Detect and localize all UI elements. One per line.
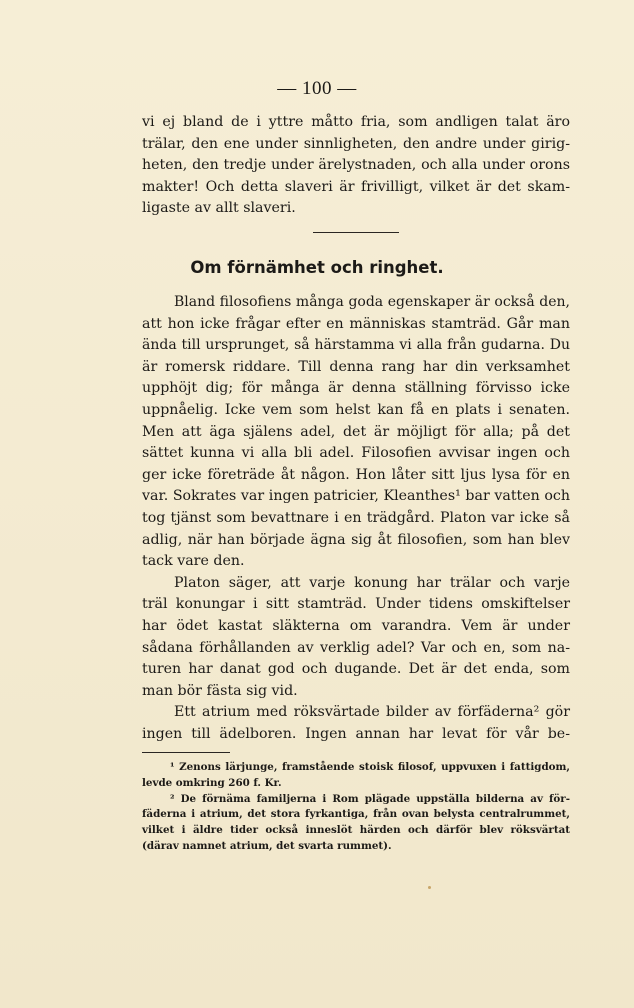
footnotes bbox=[142, 760, 570, 855]
section-body bbox=[142, 292, 570, 745]
text-line: man bör fästa sig vid. bbox=[142, 682, 298, 699]
text-line: ingen till ädelboren. Ingen annan har levat för vår be- bbox=[142, 725, 570, 742]
section-divider bbox=[313, 232, 399, 233]
footnote-line: fäderna i atrium, det stora fyrkantiga, från ovan belysta centralrummet, bbox=[142, 808, 570, 821]
text-line: att hon icke frågar efter en människas stamträd. Går man bbox=[142, 315, 570, 332]
text-line: trälar, den ene under sinnligheten, den andre under girig- bbox=[142, 135, 570, 152]
page-number: — 100 — bbox=[277, 78, 357, 99]
footnote-line: ¹ Zenons lärjunge, framstående stoisk filosof, uppvuxen i fattigdom, bbox=[170, 761, 570, 773]
text-line: var. Sokrates var ingen patricier, Kleanthes¹ bar vatten och bbox=[142, 488, 570, 505]
text-line: träl konungar i sitt stamträd. Under tidens omskiftelser bbox=[142, 596, 570, 613]
text-line: ända till ursprunget, så härstamma vi alla från gudarna. Du bbox=[142, 337, 570, 354]
footnote-line: (därav namnet atrium, det svarta rummet). bbox=[142, 839, 392, 852]
text-line: sättet kunna vi alla bli adel. Filosofien avvisar ingen och bbox=[142, 445, 570, 462]
text-line: tack vare den. bbox=[142, 553, 245, 570]
text-line: upphöjt dig; för många är denna ställning förvisso icke bbox=[142, 380, 570, 397]
opening-paragraph bbox=[142, 112, 570, 220]
text-line: ligaste av allt slaveri. bbox=[142, 200, 296, 217]
text-line: Platon säger, att varje konung har trälar och varje bbox=[174, 574, 570, 591]
footnote-line: levde omkring 260 f. Kr. bbox=[142, 776, 282, 789]
section-heading: Om förnämhet och ringhet. bbox=[190, 258, 444, 277]
footnote-divider bbox=[142, 752, 230, 753]
footnote-line: vilket i äldre tider också inneslöt härden och därför blev röksvärtat bbox=[142, 824, 570, 837]
text-line: tog tjänst som bevattnare i en trädgård. Platon var icke så bbox=[142, 509, 570, 526]
text-line: Bland filosofiens många goda egenskaper är också den, bbox=[174, 294, 570, 310]
text-line: heten, den tredje under ärelystnaden, och alla under orons bbox=[142, 157, 570, 174]
text-line: är romersk riddare. Till denna rang har din verksamhet bbox=[142, 358, 570, 375]
text-line: adlig, när han började ägna sig åt filosofien, som han blev bbox=[142, 531, 570, 548]
text-line: turen har danat god och dugande. Det är det enda, som bbox=[142, 661, 570, 678]
text-line: ger icke företräde åt någon. Hon låter sitt ljus lysa för en bbox=[142, 466, 570, 483]
text-line: makter! Och detta slaveri är frivilligt, vilket är det skam- bbox=[142, 178, 570, 195]
footnote-line: ² De förnäma familjerna i Rom plägade uppställa bilderna av för- bbox=[170, 792, 570, 805]
text-line: uppnåelig. Icke vem som helst kan få en plats i senaten. bbox=[142, 401, 570, 418]
text-line: sådana förhållanden av verklig adel? Var och en, som na- bbox=[142, 639, 570, 656]
paper-spot bbox=[428, 886, 431, 889]
text-line: vi ej bland de i yttre måtto fria, som andligen talat äro bbox=[142, 114, 570, 130]
text-line: Ett atrium med röksvärtade bilder av förfäderna² gör bbox=[174, 704, 570, 721]
text-line: har ödet kastat släkterna om varandra. Vem är under bbox=[142, 617, 570, 634]
text-line: Men att äga själens adel, det är möjligt för alla; på det bbox=[142, 423, 570, 440]
